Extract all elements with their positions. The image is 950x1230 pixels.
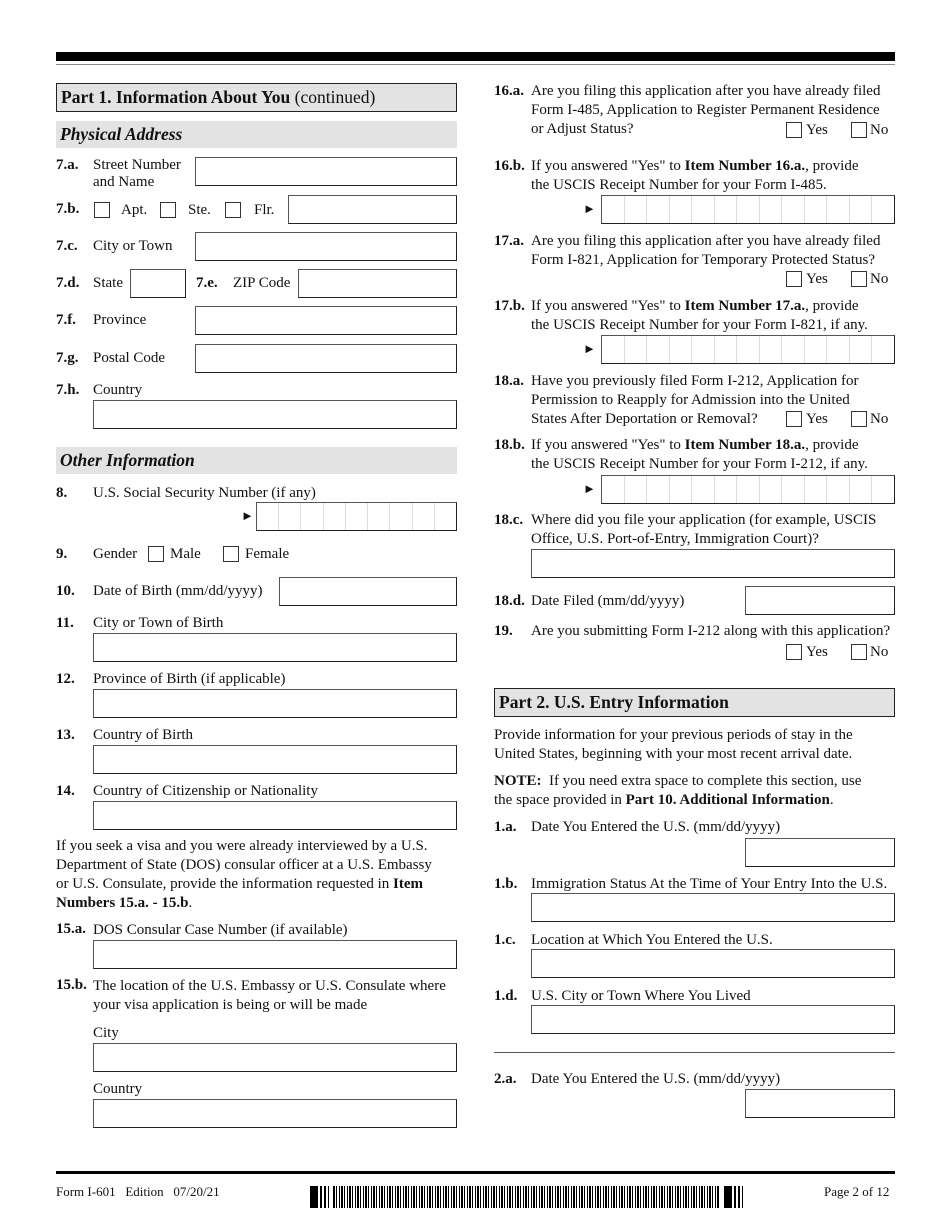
ssn-label: U.S. Social Security Number (if any) [93,485,316,501]
no-label: No [870,411,889,427]
apt-checkbox[interactable] [94,202,110,218]
flr-checkbox[interactable] [225,202,241,218]
question-16a: Are you filing this application after you have already filed Form I-485, Application to Register Permanent Residence or Adjust Status? [531,83,881,137]
question-19: Are you submitting Form I-212 along with this application? [531,623,891,639]
city-town-input[interactable] [195,232,457,261]
item-number: 1.c. [494,932,516,948]
no-label: No [870,644,889,660]
country-of-birth-label: Country of Birth [93,727,193,743]
item-number: 19. [494,623,513,639]
part2-intro: Provide information for your previous periods of stay in the United States, beginning with your most recent arrival date. [494,727,853,762]
19-no-checkbox[interactable] [851,644,867,660]
no-label: No [870,122,889,138]
18a-no-checkbox[interactable] [851,411,867,427]
item-number: 17.a. [494,233,524,249]
item-number: 8. [56,485,68,501]
yes-label: Yes [806,644,828,660]
item-number: 15.a. [56,921,86,937]
date-entered-2-label: Date You Entered the U.S. (mm/dd/yyyy) [531,1071,781,1087]
item-number: 18.a. [494,373,524,389]
item-number: 16.a. [494,83,524,99]
item-number: 7.b. [56,201,80,217]
date-entered-label: Date You Entered the U.S. (mm/dd/yyyy) [531,819,781,835]
no-label: No [870,271,889,287]
city-of-birth-input[interactable] [93,633,457,662]
arrow-right-icon: ► [583,341,596,356]
item-number: 7.h. [56,382,80,398]
17b-receipt-number-input[interactable] [601,335,895,364]
city-label: City or Town [93,238,173,254]
street-number-name-input[interactable] [195,157,457,186]
dos-case-label: DOS Consular Case Number (if available) [93,922,348,938]
item-number: 12. [56,671,75,687]
date-filed-label: Date Filed (mm/dd/yyyy) [531,593,685,609]
province-label: Province [93,312,147,328]
1d-us-city-lived-input[interactable] [531,1005,895,1034]
apt-ste-flr-number-input[interactable] [288,195,457,224]
top-thin-rule [56,64,895,65]
female-checkbox[interactable] [223,546,239,562]
16a-yes-checkbox[interactable] [786,122,802,138]
item-number: 7.d. [56,275,80,291]
page-number: Page 2 of 12 [824,1184,890,1199]
ste-label: Ste. [188,202,211,218]
item-number: 18.d. [494,593,525,609]
state-label: State [93,275,123,291]
item-number: 7.g. [56,350,79,366]
postal-code-input[interactable] [195,344,457,373]
item-number: 7.f. [56,312,76,328]
1c-entry-location-input[interactable] [531,949,895,978]
flr-label: Flr. [254,202,275,218]
part1-suffix: (continued) [290,87,376,107]
question-18b: If you answered "Yes" to Item Number 18.a., provide the USCIS Receipt Number for your Form I-212, if any. [531,437,868,472]
item-number: 14. [56,783,75,799]
embassy-location-label: The location of the U.S. Embassy or U.S. Consulate where your visa application is being or will be made [93,978,446,1013]
item-number: 1.a. [494,819,517,835]
province-of-birth-label: Province of Birth (if applicable) [93,671,286,687]
item-number: 7.c. [56,238,78,254]
part1-header [56,83,457,112]
form-edition: Form I-601 Edition 07/20/21 [56,1184,220,1199]
17a-yes-checkbox[interactable] [786,271,802,287]
ste-checkbox[interactable] [160,202,176,218]
arrow-right-icon: ► [583,201,596,216]
arrow-right-icon: ► [241,508,254,523]
item-number: 18.b. [494,437,525,453]
item-number: 7.a. [56,157,79,173]
country-label: Country [93,382,143,398]
part1-title: Part 1. Information About You [61,87,291,107]
embassy-city-input[interactable] [93,1043,457,1072]
item-number: 10. [56,583,75,599]
street-label: Street Number and Name [93,157,181,190]
embassy-country-label: Country [93,1081,143,1097]
yes-label: Yes [806,411,828,427]
part2-header: Part 2. U.S. Entry Information [494,688,895,717]
item-number: 1.d. [494,988,518,1004]
state-select[interactable] [130,269,186,298]
province-input[interactable] [195,306,457,335]
top-rule [56,52,895,61]
citizenship-input[interactable] [93,801,457,830]
item-number: 9. [56,546,68,562]
dob-label: Date of Birth (mm/dd/yyyy) [93,583,263,599]
country-of-birth-input[interactable] [93,745,457,774]
dos-case-number-input[interactable] [93,940,457,969]
18c-filing-location-input[interactable] [531,549,895,578]
us-city-lived-label: U.S. City or Town Where You Lived [531,988,751,1004]
2a-date-entered-input[interactable] [745,1089,895,1118]
city-of-birth-label: City or Town of Birth [93,615,224,631]
1a-date-entered-input[interactable] [745,838,895,867]
yes-label: Yes [806,271,828,287]
country-input[interactable] [93,400,457,429]
item-number: 16.b. [494,158,525,174]
barcode-image [310,1186,743,1208]
section-divider [494,1052,895,1053]
question-18c: Where did you file your application (for example, USCIS Office, U.S. Port-of-Entry, Immigration Court)? [531,512,877,547]
ssn-input[interactable] [256,502,457,531]
item-number: 15.b. [56,977,87,993]
zip-label: ZIP Code [233,275,291,291]
1b-immigration-status-input[interactable] [531,893,895,922]
item-number: 1.b. [494,876,518,892]
item-number: 2.a. [494,1071,517,1087]
physical-address-heading: Physical Address [56,121,457,148]
embassy-country-input[interactable] [93,1099,457,1128]
item-number: 18.c. [494,512,524,528]
apt-label: Apt. [121,202,148,218]
question-16b: If you answered "Yes" to Item Number 16.a., provide the USCIS Receipt Number for your Form I-485. [531,158,859,193]
bottom-rule [56,1171,895,1174]
18b-receipt-number-input[interactable] [601,475,895,504]
zip-code-input[interactable] [298,269,457,298]
item-number: 7.e. [196,275,218,291]
19-yes-checkbox[interactable] [786,644,802,660]
16b-receipt-number-input[interactable] [601,195,895,224]
gender-label: Gender [93,546,138,562]
citizenship-label: Country of Citizenship or Nationality [93,783,318,799]
item-number: 11. [56,615,74,631]
part2-note: NOTE: If you need extra space to complete this section, use the space provided in Part 10. Additional Information. [494,773,862,808]
male-checkbox[interactable] [148,546,164,562]
17a-no-checkbox[interactable] [851,271,867,287]
item-number: 13. [56,727,75,743]
arrow-right-icon: ► [583,481,596,496]
entry-location-label: Location at Which You Entered the U.S. [531,932,773,948]
province-of-birth-input[interactable] [93,689,457,718]
postal-code-label: Postal Code [93,350,166,366]
question-18a: Have you previously filed Form I-212, Application for Permission to Reapply for Admission into the United States After Deportation or Removal? [531,373,859,427]
question-17b: If you answered "Yes" to Item Number 17.a., provide the USCIS Receipt Number for your Form I-821, if any. [531,298,868,333]
other-information-heading: Other Information [56,447,457,474]
embassy-city-label: City [93,1025,119,1041]
date-of-birth-input[interactable] [279,577,457,606]
item-number: 17.b. [494,298,525,314]
male-label: Male [170,546,201,562]
female-label: Female [245,546,290,562]
18a-yes-checkbox[interactable] [786,411,802,427]
question-17a: Are you filing this application after you have already filed Form I-821, Application for Temporary Protected Status? [531,233,881,268]
18d-date-filed-input[interactable] [745,586,895,615]
yes-label: Yes [806,122,828,138]
immigration-status-label: Immigration Status At the Time of Your Entry Into the U.S. [531,876,888,892]
visa-instructions: If you seek a visa and you were already interviewed by a U.S. Department of State (DOS) consular officer at a U.S. Embassy or U.S. Consulate, provide the information requested in Item Numbers 15.a. - 15.b. [56,838,432,911]
16a-no-checkbox[interactable] [851,122,867,138]
